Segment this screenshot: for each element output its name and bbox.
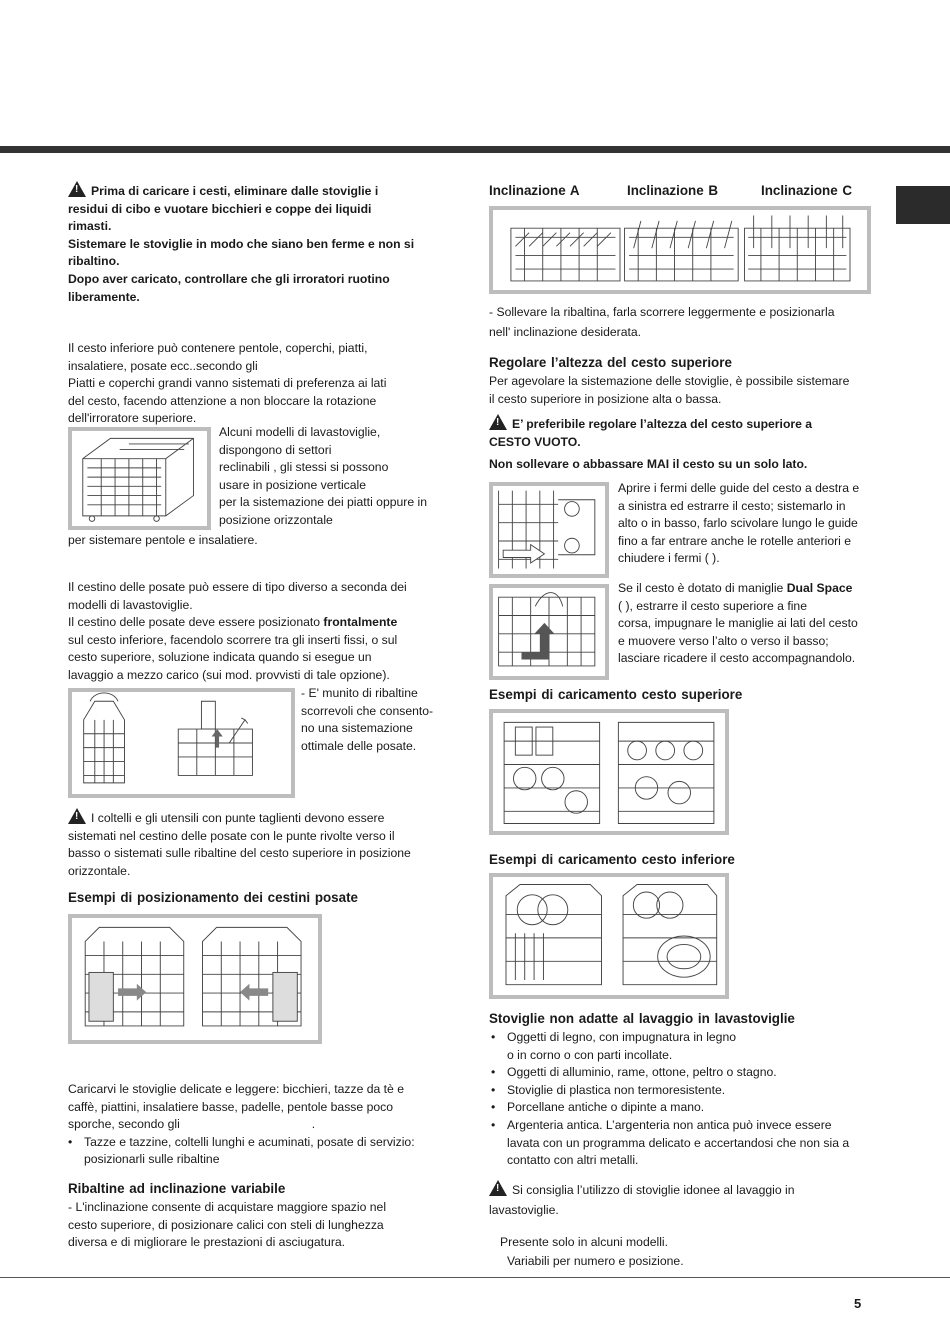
heading-unsuitable: Stoviglie non adatte al lavaggio in lavastoviglie [489,1011,795,1026]
ribaltine-text: - E' munito di ribaltine scorrevoli che consento- no una sistemazione ottimale delle posate. [301,686,434,753]
unsuitable-list [489,1029,899,1170]
dual-space-illustration [493,588,605,676]
heading-lower-examples: Esempi di caricamento cesto inferiore [489,852,735,867]
list-item: • Argenteria antica. L’argenteria non antica può invece essere lavata con un programma delicato e accertandosi che non sia a contatto con altri metalli. [489,1117,899,1170]
lower-basket-text: Il cesto inferiore può contenere pentole, coperchi, piatti, insalatiere, posate ecc..secondo gli Piatti e coperchi grandi vanno sistemati di preferenza ai lati del cesto, facendo attenzione a non bloccare la rotazione dell'irroratore superiore. [68,341,387,426]
label-inclination-a: Inclinazione A [489,183,580,198]
upper-basket-examples-illustration [493,713,725,831]
sectors-text: Alcuni modelli di lavastoviglie, dispongono di settori reclinabili , gli stessi si possono usare in posizione verticale per la sistemazione dei piatti oppure in posizione orizzontale [219,425,427,527]
inclination-figure [489,206,871,294]
basket-stops-illustration [493,486,605,574]
dual-space-figure [489,584,609,680]
cutlery-positioning-illustration [72,918,318,1040]
warning-icon [489,414,507,430]
lower-basket-figure [68,427,211,530]
heading-adjust-height: Regolare l’altezza del cesto superiore [489,355,732,370]
warning-intro: !Prima di caricare i cesti, eliminare dalle stoviglie i residui di cibo e vuotare bicchieri e coppe dei liquidi rimasti. Sistemare le stoviglie in modo che siano ben ferme e non si ribaltino. Dopo aver caricato, controllare che gli irroratori ruotino liberamente. [68,181,458,306]
inclination-illustration [493,210,867,290]
footnote-2: Variabili per numero e posizione. [507,1254,684,1268]
warning-icon [68,808,86,824]
warning-height: !E’ preferibile regolare l’altezza del cesto superiore a CESTO VUOTO. [489,414,889,451]
heading-upper-examples: Esempi di caricamento cesto superiore [489,687,743,702]
lower-basket-examples-illustration [493,877,725,995]
warning-icon [68,181,86,197]
header-bar [0,146,950,153]
label-inclination-c: Inclinazione C [761,183,853,198]
list-item: • Stoviglie di plastica non termoresistente. [489,1082,899,1100]
sectors-tail: per sistemare pentole e insalatiere. [68,533,258,547]
dual-space-text: Se il cesto è dotato di maniglie Dual Space ( ), estrarre il cesto superiore a fine corsa, impugnare le maniglie ai lati del cesto e muovere verso l’alto o verso il basso; lasciare ricadere il cesto accompagnandolo. [618,581,858,666]
lower-basket-examples-figure [489,873,729,999]
delicate-bullets [68,1134,458,1169]
list-item: • Oggetti di alluminio, rame, ottone, peltro o stagno. [489,1064,899,1082]
heading-ribaltine: Ribaltine ad inclinazione variabile [68,1181,286,1196]
cutlery-text: Il cestino delle posate può essere di tipo diverso a seconda dei modelli di lavastoviglie. Il cestino delle posate deve essere posizionato frontalmente sul cesto inferiore, facendolo scorrere tra gli inserti fissi, o sul cesto superiore, soluzione indicata quando si esegue un lavaggio a mezzo carico (sui mod. provvisti di tale opzione). [68,580,407,682]
advice-text: !Si consiglia l’utilizzo di stoviglie idonee al lavaggio in lavastoviglie. [489,1180,899,1219]
list-item: • Oggetti di legno, con impugnatura in legno o in corno o con parti incollate. [489,1029,899,1064]
list-item: • Tazze e tazzine, coltelli lunghi e acuminati, posate di servizio: posizionarli sulle ribaltine [66,1134,458,1169]
footer-rule [0,1277,950,1278]
stops-text: Aprire i fermi delle guide del cesto a destra e a sinistra ed estrarre il cesto; sistemarlo in alto o in basso, farlo scivolare lungo le guide fino a far entrare anche le rotelle anteriori e chiudere i fermi ( ). [618,481,860,566]
section-tab-marker [896,186,950,224]
upper-basket-examples-figure [489,709,729,835]
ribaltine-desc: - L'inclinazione consente di acquistare maggiore spazio nel cesto superiore, di posizionare calici con steli di lunghezza diversa e di migliorare le prestazioni di asciugatura. [68,1200,387,1250]
lower-basket-illustration [72,431,207,526]
label-inclination-b: Inclinazione B [627,183,719,198]
height-desc: Per agevolare la sistemazione delle stoviglie, è possibile sistemare il cesto superiore in posizione alta o bassa. [489,374,850,406]
inclination-desc: - Sollevare la ribaltina, farla scorrere leggermente e posizionarla nell' inclinazione desiderata. [489,305,835,339]
heading-cutlery-examples: Esempi di posizionamento dei cestini posate [68,890,358,905]
cutlery-basket-figure [68,688,295,798]
page-number: 5 [854,1296,862,1311]
footnote-1: Presente solo in alcuni modelli. [500,1235,669,1249]
warning-icon [489,1180,507,1196]
list-item: • Porcellane antiche o dipinte a mano. [489,1099,899,1117]
cutlery-positioning-figure [68,914,322,1044]
never-lift-text: Non sollevare o abbassare MAI il cesto su un solo lato. [489,457,808,471]
delicate-text: Caricarvi le stoviglie delicate e leggere: bicchieri, tazze da tè e caffè, piattini, insalatiere basse, padelle, pentole basse poco sporche, secondo gli . • Tazze e tazzine, coltelli lunghi e acuminati, posate di servizio: posizionarli sulle ribaltine [68,1081,458,1169]
warning-knives: !I coltelli e gli utensili con punte taglienti devono essere sistemati nel cestino delle posate con le punte rivolte verso il basso o sistemati sulle ribaltine del cesto superiore in posizione orizzontale. [68,808,458,880]
cutlery-basket-illustration [72,692,291,794]
basket-stops-figure [489,482,609,578]
